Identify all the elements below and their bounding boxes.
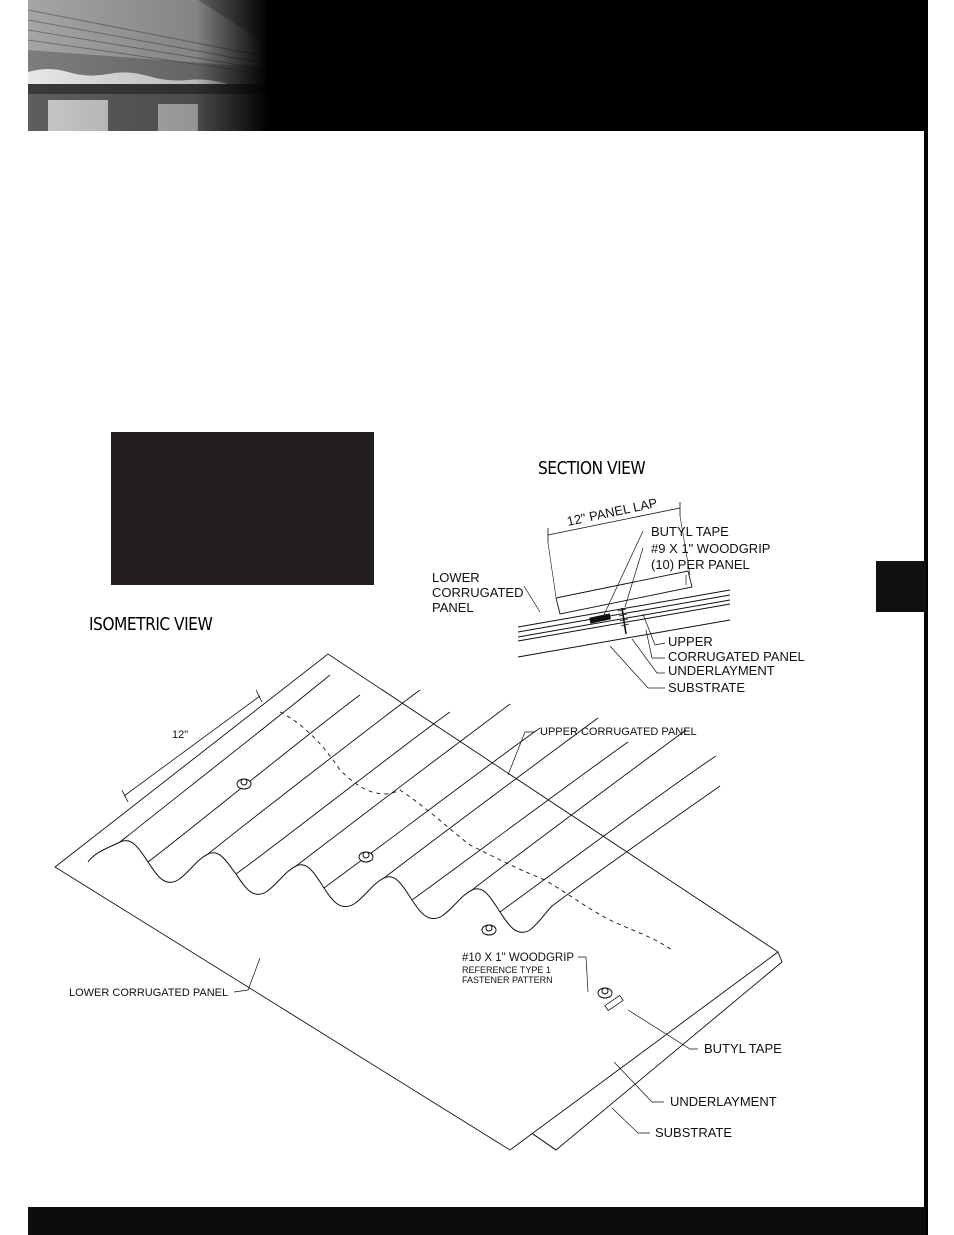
iso-underlayment-label: UNDERLAYMENT: [670, 1094, 777, 1109]
woodgrip-label-line2: (10) PER PANEL: [651, 557, 750, 572]
lower-panel-label-line3: PANEL: [432, 600, 474, 615]
underlayment-label: UNDERLAYMENT: [668, 663, 775, 678]
reference-type-label: REFERENCE TYPE 1: [462, 965, 551, 975]
upper-corrugated-panel-label: UPPER CORRUGATED PANEL: [540, 726, 697, 738]
woodgrip-10-label: #10 X 1" WOODGRIP: [462, 952, 575, 964]
isometric-view-title: ISOMETRIC VIEW: [89, 614, 213, 635]
dimension-12-label: 12": [172, 729, 189, 741]
lower-panel-label-line1: LOWER: [432, 570, 480, 585]
fastener-2: [359, 852, 373, 862]
iso-butyl-tape-label: BUTYL TAPE: [704, 1041, 782, 1056]
panel-lap-label: 12" PANEL LAP: [565, 495, 659, 529]
woodgrip-label-line1: #9 X 1" WOODGRIP: [651, 541, 771, 556]
lower-panel-label-line2: CORRUGATED: [432, 585, 524, 600]
upper-panel-label-line1: UPPER: [668, 634, 713, 649]
section-view-title: SECTION VIEW: [538, 458, 646, 479]
lower-corrugated-panel-label: LOWER CORRUGATED PANEL: [69, 987, 229, 999]
substrate-label: SUBSTRATE: [668, 680, 746, 695]
fastener-1: [237, 779, 251, 789]
fastener-pattern-label: FASTENER PATTERN: [462, 975, 553, 985]
fastener-3: [482, 925, 496, 935]
upper-panel-label-line2: CORRUGATED PANEL: [668, 649, 805, 664]
iso-substrate-label: SUBSTRATE: [655, 1125, 733, 1140]
fastener-4: [598, 988, 612, 998]
butyl-tape-label: BUTYL TAPE: [651, 524, 729, 539]
